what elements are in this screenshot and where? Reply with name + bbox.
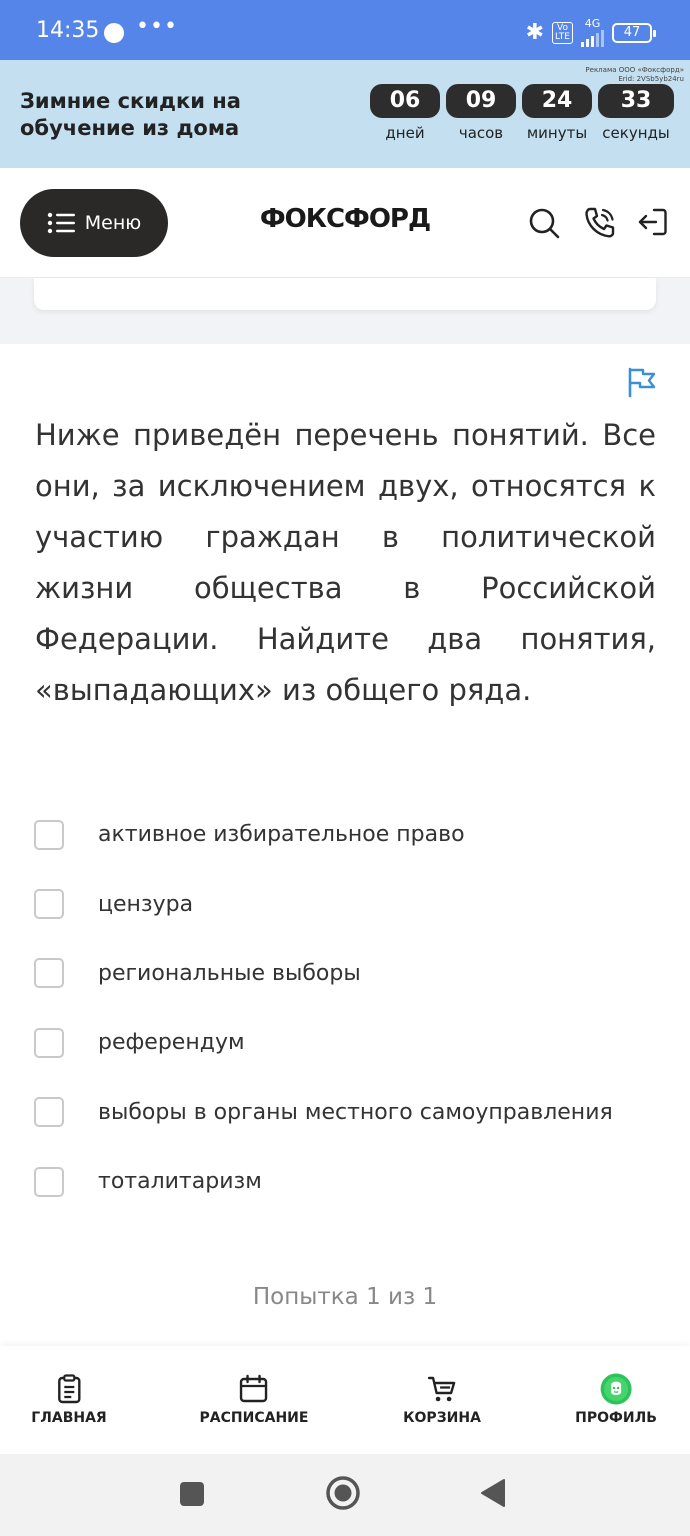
- nav-item-home[interactable]: [31, 1374, 106, 1426]
- nav-item-profile[interactable]: [575, 1374, 657, 1426]
- countdown-timer: [370, 84, 674, 142]
- search-icon[interactable]: [526, 205, 562, 241]
- volte-icon: Vo LTE: [552, 22, 573, 44]
- login-icon[interactable]: [636, 205, 670, 239]
- question-text: Ниже приведён перечень понятий. Все они, за исключением двух, относятся к участию граждан в политической жизни общества в Российской Федерации. Найдите два понятия, «выпадающих» из общего ряда.: [35, 418, 656, 707]
- status-time: 14:35: [36, 18, 100, 43]
- cell-signal-icon: [581, 18, 604, 47]
- foxford-logo[interactable]: ФОКСФОРД: [259, 204, 431, 234]
- option-label: тоталитаризм: [98, 1169, 262, 1195]
- status-bar: [0, 0, 690, 60]
- promo-title: Зимние скидки на обучение из дома: [20, 89, 241, 140]
- previous-card-strip: [0, 278, 690, 344]
- report-flag-icon[interactable]: [626, 366, 658, 398]
- clipboard-icon: [57, 1374, 81, 1404]
- option-checkbox[interactable]: [34, 1167, 64, 1197]
- cart-icon: [427, 1374, 457, 1404]
- calendar-icon: [239, 1374, 269, 1404]
- nav-label-schedule: РАСПИСАНИЕ: [199, 1410, 309, 1426]
- option-checkbox[interactable]: [34, 820, 64, 850]
- option-label: цензура: [98, 891, 194, 917]
- answer-option[interactable]: [34, 869, 664, 938]
- countdown-days: 06 дней: [370, 84, 440, 142]
- bluetooth-icon: ✱: [525, 19, 545, 45]
- answer-option[interactable]: [34, 800, 664, 869]
- ad-disclaimer: Реклама ООО «Фоксфорд» Erid: 2VSb5yb24ru: [585, 66, 684, 83]
- profile-avatar-icon: [600, 1373, 632, 1405]
- nav-label-profile: ПРОФИЛЬ: [575, 1410, 657, 1426]
- status-icons: [526, 18, 652, 47]
- menu-label: Меню: [84, 212, 142, 234]
- promo-banner[interactable]: [0, 60, 690, 168]
- recents-icon[interactable]: [179, 1481, 205, 1507]
- answer-option[interactable]: [34, 1147, 664, 1216]
- countdown-seconds: 33 секунды: [598, 84, 674, 142]
- option-checkbox[interactable]: [34, 958, 64, 988]
- phone-icon[interactable]: [582, 205, 618, 241]
- option-label: региональные выборы: [98, 960, 361, 986]
- answer-option[interactable]: [34, 1008, 664, 1077]
- attempt-counter: Попытка 1 из 1: [252, 1284, 438, 1310]
- countdown-hours: 09 часов: [446, 84, 516, 142]
- nav-item-cart[interactable]: [403, 1374, 481, 1426]
- system-navigation-bar: [0, 1454, 690, 1536]
- option-label: активное избирательное право: [98, 822, 465, 848]
- option-label: выборы в органы местного самоуправления: [98, 1099, 613, 1125]
- countdown-minutes: 24 минуты: [522, 84, 592, 142]
- network-type: 4G: [584, 17, 601, 30]
- answer-options: [34, 800, 664, 1216]
- home-icon[interactable]: [325, 1475, 361, 1511]
- option-label: референдум: [98, 1030, 245, 1056]
- option-checkbox[interactable]: [34, 889, 64, 919]
- battery-icon: 47: [612, 23, 652, 43]
- nav-item-schedule[interactable]: [200, 1374, 309, 1426]
- nav-label-home: ГЛАВНАЯ: [31, 1410, 107, 1426]
- back-icon[interactable]: [480, 1478, 506, 1508]
- previous-card-edge: [34, 278, 656, 310]
- nav-label-cart: КОРЗИНА: [403, 1410, 481, 1426]
- answer-option[interactable]: [34, 939, 664, 1008]
- status-more-icon: •••: [136, 14, 178, 39]
- option-checkbox[interactable]: [34, 1028, 64, 1058]
- notification-dot-icon: [104, 23, 124, 43]
- option-checkbox[interactable]: [34, 1097, 64, 1127]
- site-header: [0, 168, 690, 278]
- bottom-navigation: [0, 1346, 690, 1454]
- answer-option[interactable]: [34, 1078, 664, 1147]
